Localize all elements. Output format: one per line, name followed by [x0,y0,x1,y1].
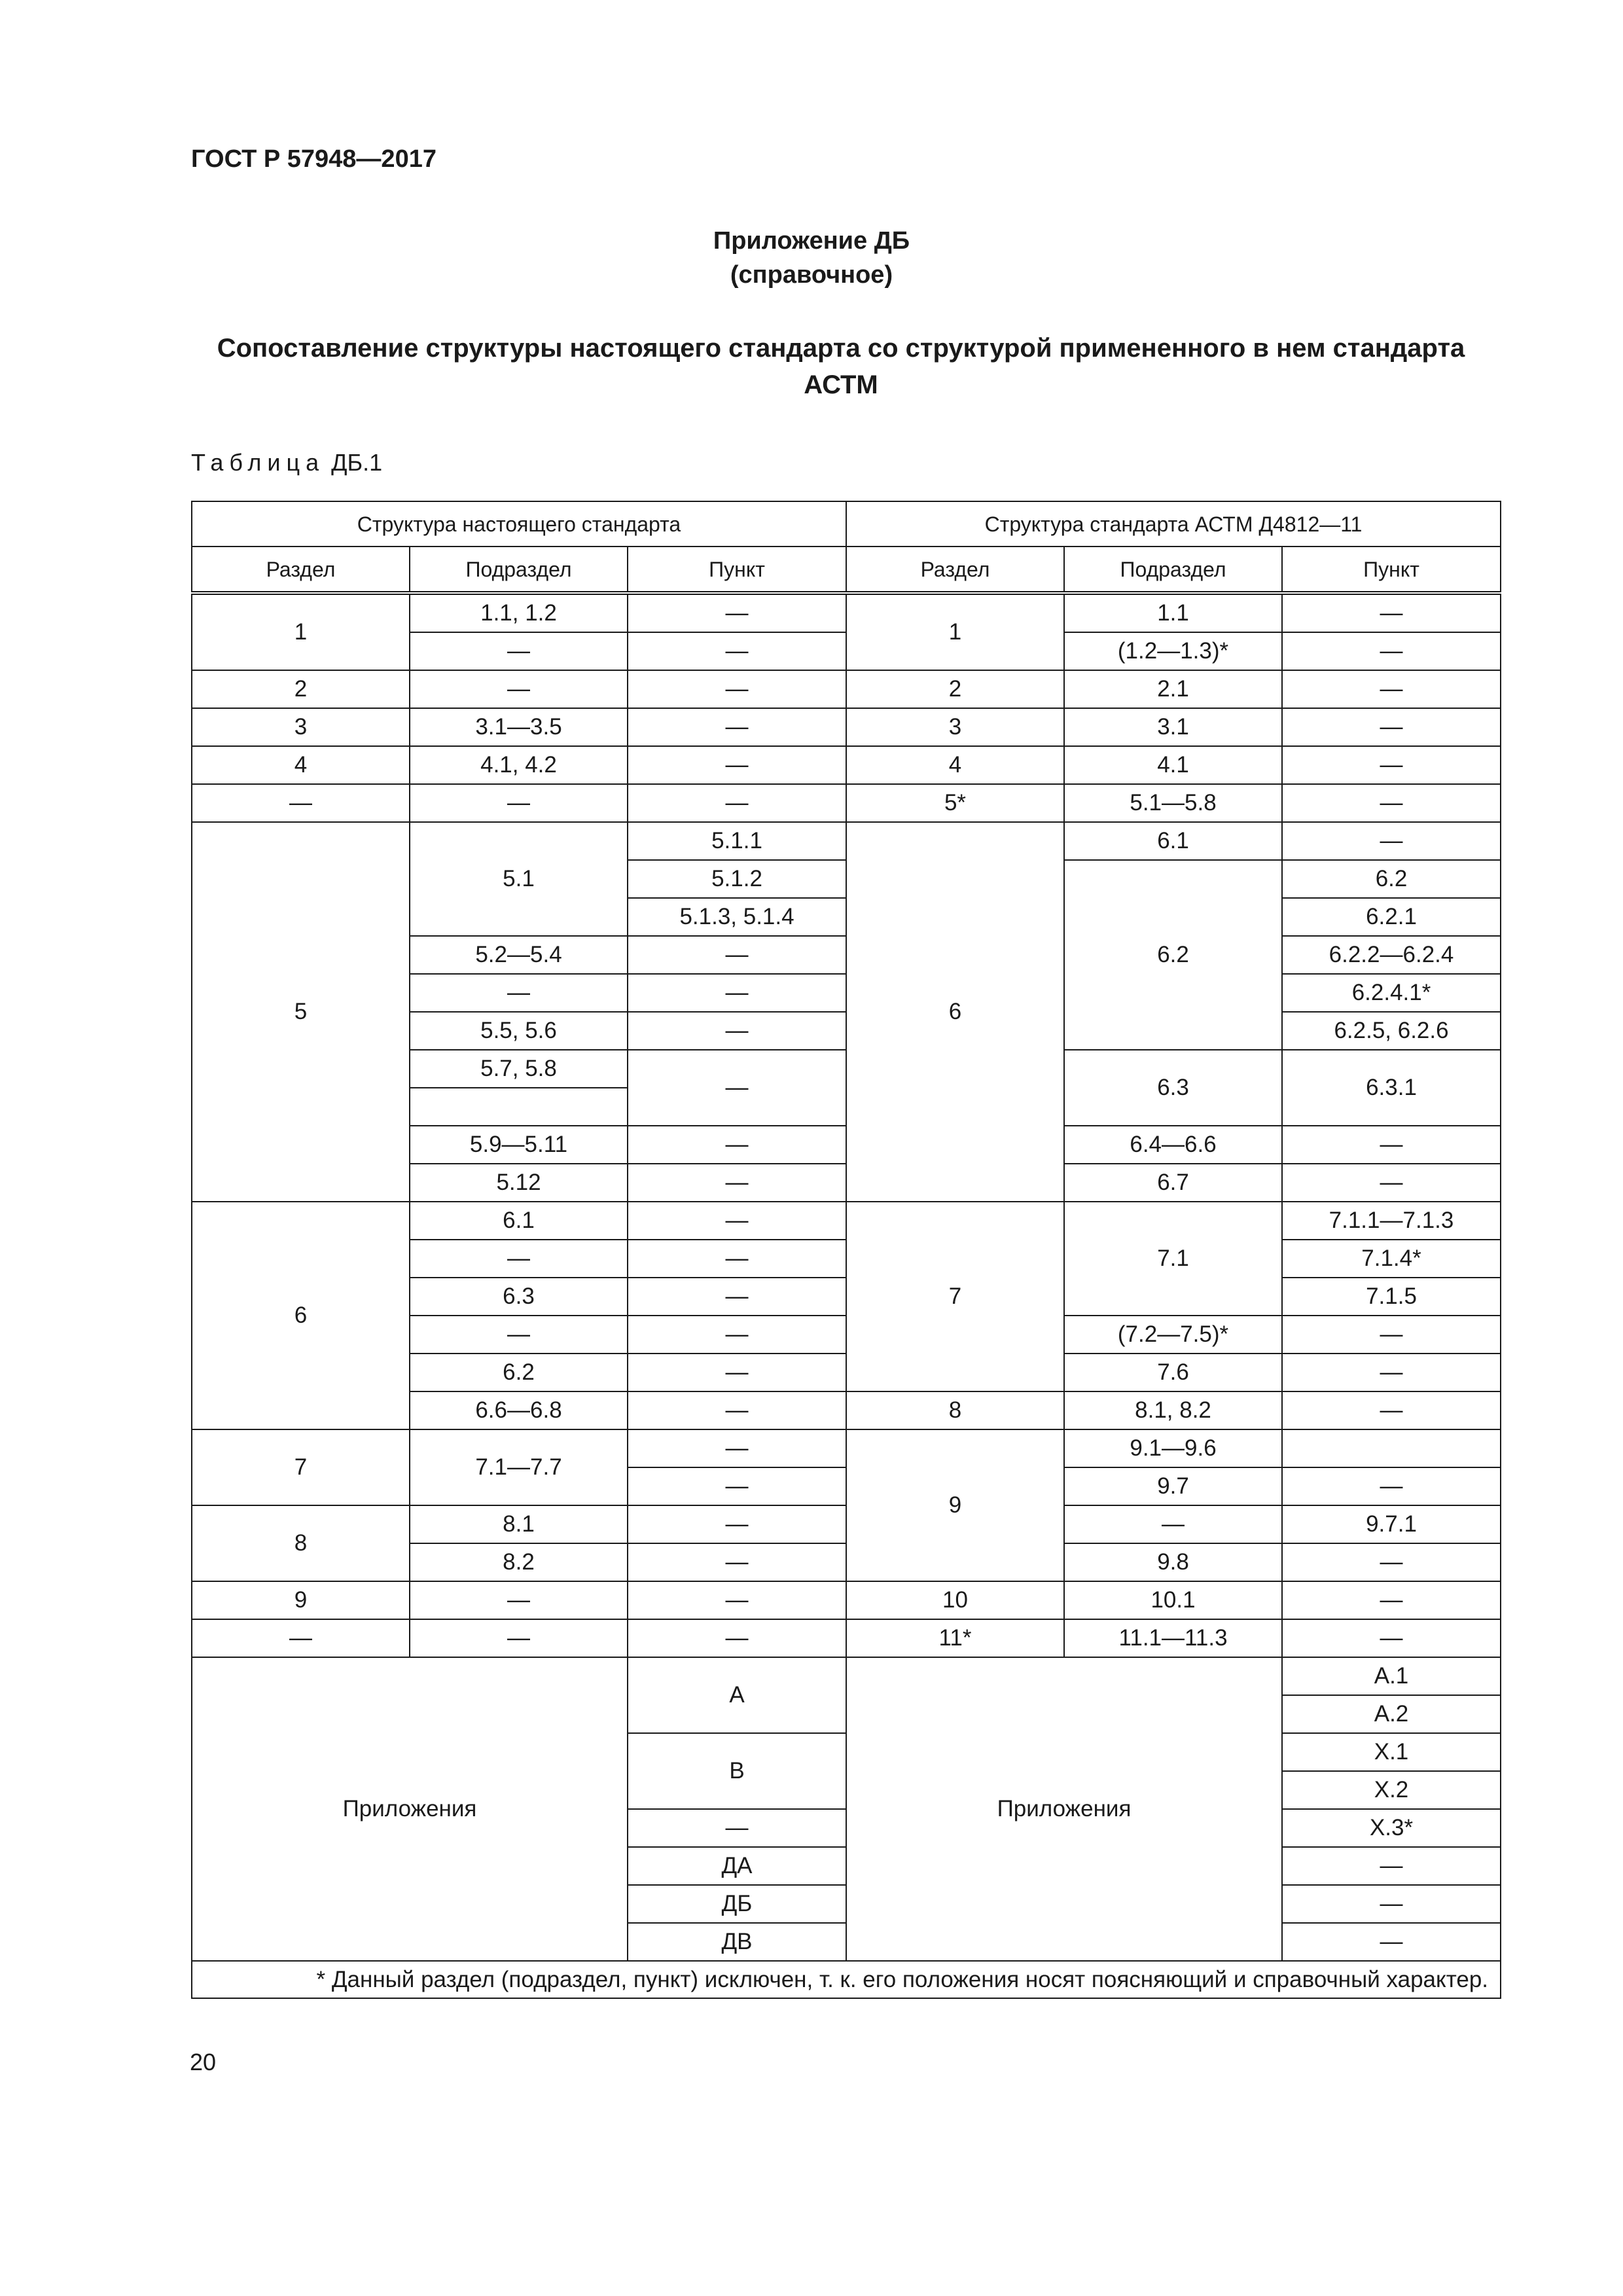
table-cell: — [628,746,846,784]
page-title [190,330,1492,403]
table-caption-word: Таблица [191,449,325,476]
page-number: 20 [190,2049,217,2075]
table-cell: 7 [192,1429,410,1505]
table-cell: — [1282,670,1501,708]
table-cell: — [1282,1885,1501,1923]
table-cell: Х.1 [1282,1733,1501,1771]
table-cell: — [1282,822,1501,860]
table-cell: 5.1—5.8 [1064,784,1282,822]
table-cell: 8.1 [410,1505,628,1543]
table-cell: 11* [846,1619,1064,1657]
table-cell: 6.3 [1064,1050,1282,1126]
column-header-row [192,547,1501,593]
table-cell: 1.1, 1.2 [410,593,628,632]
table-cell: — [628,1619,846,1657]
table-cell: А [628,1657,846,1733]
table-row [192,1619,1501,1657]
table-row [192,670,1501,708]
table-cell: 5.7, 5.8 [410,1050,628,1088]
table-cell: Приложения [846,1657,1282,1961]
table-cell: 8 [846,1391,1064,1429]
table-cell: В [628,1733,846,1809]
table-cell: — [410,632,628,670]
table-cell: — [410,1619,628,1657]
footnote-row [192,1961,1501,1998]
table-cell: — [1282,1581,1501,1619]
table-cell: А.2 [1282,1695,1501,1733]
table-cell: — [410,1316,628,1354]
table-cell: 4.1, 4.2 [410,746,628,784]
table-row [192,1657,1501,1695]
table-cell: — [628,1429,846,1467]
table-cell: 9.1—9.6 [1064,1429,1282,1467]
table-cell: — [628,632,846,670]
table-cell: — [1282,746,1501,784]
table-cell: — [628,1354,846,1391]
table-cell: 6.2.1 [1282,898,1501,936]
page-title-line-1: Сопоставление структуры настоящего стандарта со структурой примененного в нем стандарта [217,334,1465,363]
column-header-cell: Пункт [1282,547,1501,593]
table-cell: — [628,1316,846,1354]
table-row [192,1202,1501,1240]
table-cell: 1 [846,593,1064,670]
table-cell: Х.2 [1282,1771,1501,1809]
table-cell: А.1 [1282,1657,1501,1695]
table-cell: — [628,1126,846,1164]
table-cell: 7.1.1—7.1.3 [1282,1202,1501,1240]
table-cell: 7 [846,1202,1064,1391]
table-cell: 6 [846,822,1064,1202]
table-cell: 10.1 [1064,1581,1282,1619]
table-cell: 9.7 [1064,1467,1282,1505]
table-cell: — [1282,1354,1501,1391]
table-cell: 2.1 [1064,670,1282,708]
annex-subtitle: (справочное) [730,261,893,289]
table-cell: 9.7.1 [1282,1505,1501,1543]
table-cell: 5.2—5.4 [410,936,628,974]
annex-heading [0,224,1623,292]
table-cell: — [628,1012,846,1050]
table-cell: — [1282,1923,1501,1961]
table-cell: 3 [192,708,410,746]
annex-title: Приложение ДБ [713,227,910,255]
table-cell: 6.3 [410,1278,628,1316]
table-cell: — [628,1467,846,1505]
table-cell: 4 [192,746,410,784]
table-cell: — [628,1202,846,1240]
table-cell: — [628,784,846,822]
table-cell: ДА [628,1847,846,1885]
table-cell: — [410,1240,628,1278]
table-cell: — [628,1505,846,1543]
table-cell: Х.3* [1282,1809,1501,1847]
table-cell: 9 [192,1581,410,1619]
table-cell: 8.1, 8.2 [1064,1391,1282,1429]
table-cell: — [410,1581,628,1619]
table-cell: 6.6—6.8 [410,1391,628,1429]
table-cell: 5.9—5.11 [410,1126,628,1164]
table-cell: 11.1—11.3 [1064,1619,1282,1657]
table-cell: 6.4—6.6 [1064,1126,1282,1164]
table-cell: 5.1.3, 5.1.4 [628,898,846,936]
table-cell: — [410,670,628,708]
table-row [192,1581,1501,1619]
table-cell: — [192,1619,410,1657]
column-header-cell: Раздел [192,547,410,593]
table-cell: 5.12 [410,1164,628,1202]
table-row [192,784,1501,822]
table-cell: — [628,1809,846,1847]
table-cell: 6.2 [410,1354,628,1391]
table-row [192,1429,1501,1467]
table-cell: 6.1 [1064,822,1282,860]
table-cell: — [1282,632,1501,670]
table-cell: 6.2 [1064,860,1282,1050]
table-cell: 3.1—3.5 [410,708,628,746]
table-cell: 6.2 [1282,860,1501,898]
table-cell: 1.1 [1064,593,1282,632]
table-cell: 3 [846,708,1064,746]
table-cell: 6.3.1 [1282,1050,1501,1126]
table-footnote: * Данный раздел (подраздел, пункт) исключен, т. к. его положения носят поясняющий и справочный характер. [192,1961,1501,1998]
table-cell: — [628,1240,846,1278]
table-cell: — [628,974,846,1012]
column-header-cell: Пункт [628,547,846,593]
page-title-line-2: АСТМ [804,370,878,399]
table-cell: 3.1 [1064,708,1282,746]
table-cell: 6.1 [410,1202,628,1240]
table-cell: 7.1.5 [1282,1278,1501,1316]
group-header-row [192,501,1501,547]
table-cell: 2 [192,670,410,708]
table-cell: 5* [846,784,1064,822]
table-cell: — [628,1278,846,1316]
table-cell: 5.5, 5.6 [410,1012,628,1050]
table-cell: Приложения [192,1657,628,1961]
table-cell: — [410,784,628,822]
table-cell [410,1088,628,1126]
table-cell: 7.6 [1064,1354,1282,1391]
column-header-cell: Подраздел [410,547,628,593]
table-cell: 9 [846,1429,1064,1581]
table-cell: — [628,1581,846,1619]
table-cell: 5.1 [410,822,628,936]
table-cell: — [1282,1619,1501,1657]
table-cell: 6.2.5, 6.2.6 [1282,1012,1501,1050]
table-row [192,822,1501,860]
table-row [192,708,1501,746]
table-cell: (1.2—1.3)* [1064,632,1282,670]
table-cell: — [628,1543,846,1581]
table-cell: — [628,708,846,746]
table-cell: ДБ [628,1885,846,1923]
table-cell: — [1282,708,1501,746]
table-cell: — [1282,1467,1501,1505]
table-cell: 9.8 [1064,1543,1282,1581]
table-cell: 7.1—7.7 [410,1429,628,1505]
table-cell: — [628,1391,846,1429]
column-header-cell: Раздел [846,547,1064,593]
table-cell: — [1282,1847,1501,1885]
table-cell: — [192,784,410,822]
table-cell: 5 [192,822,410,1202]
table-cell: 6.2.4.1* [1282,974,1501,1012]
table-row [192,593,1501,632]
table-cell: — [1282,1391,1501,1429]
table-cell: 2 [846,670,1064,708]
table-cell: 4.1 [1064,746,1282,784]
table-cell: 5.1.1 [628,822,846,860]
table-cell: 1 [192,593,410,670]
table-cell [1282,1429,1501,1467]
column-header-cell: Подраздел [1064,547,1282,593]
table-row [192,1505,1501,1543]
table-cell: — [1282,1543,1501,1581]
table-cell: — [628,936,846,974]
table-cell: — [1282,784,1501,822]
table-cell: — [628,593,846,632]
comparison-table [191,501,1501,1999]
table-cell: — [410,974,628,1012]
table-caption [191,449,382,476]
table-cell: 6.7 [1064,1164,1282,1202]
table-cell: — [1282,1164,1501,1202]
table-cell: — [628,1050,846,1126]
table-cell: — [1282,593,1501,632]
table-cell: 10 [846,1581,1064,1619]
table-cell: 8.2 [410,1543,628,1581]
table-cell: — [628,670,846,708]
table-cell: ДВ [628,1923,846,1961]
table-caption-id: ДБ.1 [331,449,383,476]
table-cell: 4 [846,746,1064,784]
table-cell: 6.2.2—6.2.4 [1282,936,1501,974]
document-code: ГОСТ Р 57948—2017 [191,145,437,173]
table-cell: — [1282,1316,1501,1354]
table-row [192,746,1501,784]
group-header-cell: Структура настоящего стандарта [192,501,846,547]
table-cell: 7.1.4* [1282,1240,1501,1278]
table-cell: 7.1 [1064,1202,1282,1316]
table-cell: 8 [192,1505,410,1581]
table-cell: — [628,1164,846,1202]
table-cell: — [1064,1505,1282,1543]
table-cell: (7.2—7.5)* [1064,1316,1282,1354]
table-cell: 5.1.2 [628,860,846,898]
group-header-cell: Структура стандарта АСТМ Д4812—11 [846,501,1501,547]
table-cell: 6 [192,1202,410,1429]
table-cell: — [1282,1126,1501,1164]
